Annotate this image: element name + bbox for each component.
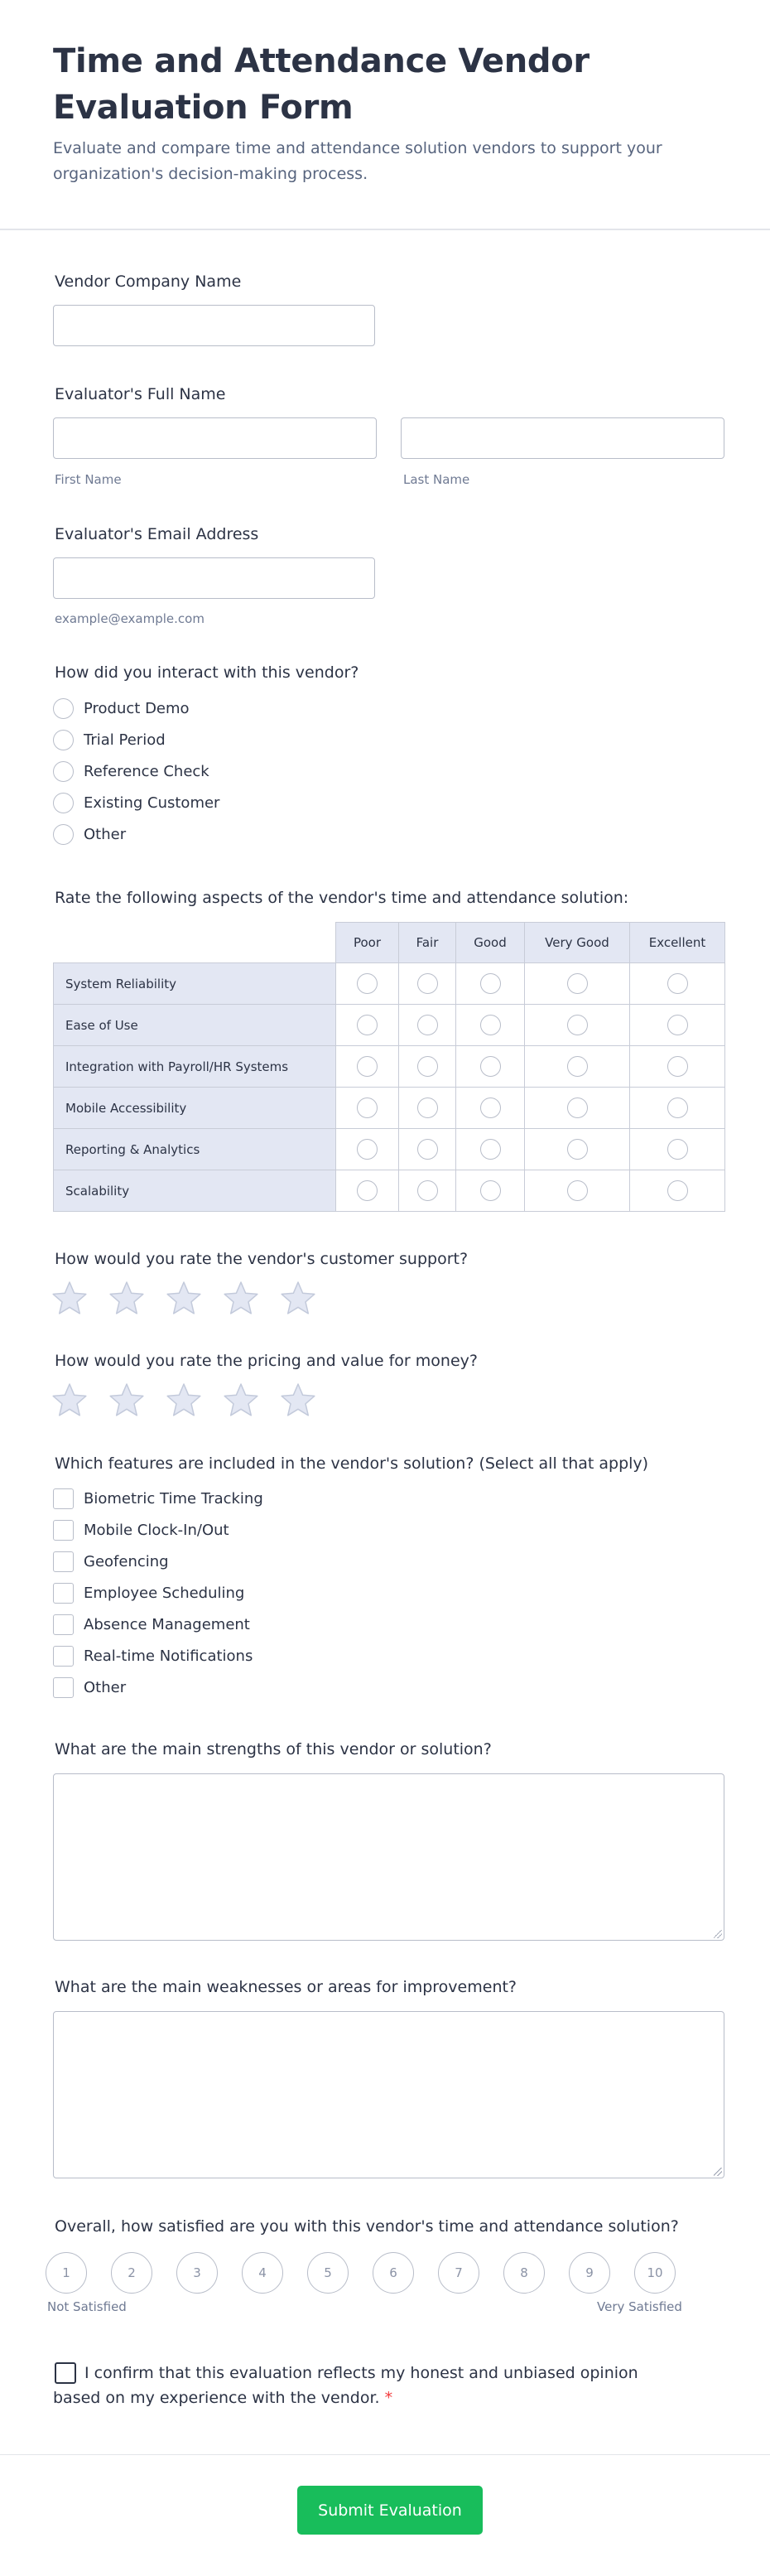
matrix-radio[interactable]	[417, 973, 438, 994]
checkbox[interactable]	[53, 1646, 74, 1667]
radio-button[interactable]	[53, 824, 74, 845]
checkbox[interactable]	[53, 1614, 74, 1635]
email-field[interactable]	[53, 557, 375, 599]
pricing-rating-label: How would you rate the pricing and value for money?	[55, 1352, 478, 1370]
resize-grip-icon[interactable]	[714, 2168, 722, 2176]
checkbox[interactable]	[53, 1677, 74, 1698]
matrix-radio[interactable]	[480, 973, 501, 994]
radio-button[interactable]	[53, 793, 74, 813]
radio-option[interactable]	[53, 697, 190, 720]
matrix-radio[interactable]	[480, 1015, 501, 1035]
strengths-label: What are the main strengths of this vendor or solution?	[55, 1740, 492, 1758]
last-name-input[interactable]	[401, 417, 724, 459]
radio-button[interactable]	[53, 761, 74, 782]
matrix-row	[54, 1129, 725, 1170]
first-name-sublabel: First Name	[55, 472, 122, 487]
satisfaction-label: Overall, how satisfied are you with this vendor's time and attendance solution?	[55, 2217, 679, 2236]
matrix-radio[interactable]	[417, 1097, 438, 1118]
matrix-radio[interactable]	[357, 1180, 378, 1201]
radio-option-label: Trial Period	[84, 731, 166, 749]
rating-matrix	[53, 922, 725, 1212]
form-header	[0, 0, 770, 230]
matrix-radio[interactable]	[667, 1097, 688, 1118]
matrix-radio[interactable]	[567, 1056, 588, 1077]
radio-option-label: Existing Customer	[84, 794, 220, 812]
support-rating-label: How would you rate the vendor's customer support?	[55, 1250, 469, 1268]
matrix-radio[interactable]	[667, 1180, 688, 1201]
star-icon[interactable]	[108, 1382, 145, 1417]
matrix-row-label: Integration with Payroll/HR Systems	[54, 1046, 336, 1088]
scale-option[interactable]: 3	[176, 2252, 218, 2294]
interaction-label: How did you interact with this vendor?	[55, 663, 359, 682]
radio-option-label: Reference Check	[84, 762, 209, 780]
matrix-radio[interactable]	[567, 973, 588, 994]
radio-option[interactable]	[53, 791, 219, 814]
checkbox-option[interactable]	[53, 1676, 126, 1699]
satisfaction-scale	[46, 2252, 676, 2294]
scale-option[interactable]: 1	[46, 2252, 87, 2294]
matrix-corner	[54, 923, 336, 963]
star-icon[interactable]	[280, 1382, 316, 1417]
matrix-row-label: Reporting & Analytics	[54, 1129, 336, 1170]
scale-option[interactable]: 8	[503, 2252, 545, 2294]
strengths-textarea[interactable]	[53, 1773, 724, 1941]
matrix-row	[54, 963, 725, 1005]
matrix-row-label: Ease of Use	[54, 1005, 336, 1046]
star-icon[interactable]	[51, 1382, 88, 1417]
matrix-radio[interactable]	[567, 1097, 588, 1118]
matrix-radio[interactable]	[567, 1139, 588, 1160]
matrix-radio[interactable]	[357, 973, 378, 994]
pricing-star-rating	[51, 1382, 316, 1417]
matrix-radio[interactable]	[417, 1180, 438, 1201]
matrix-row	[54, 1005, 725, 1046]
matrix-column-header: Very Good	[525, 923, 630, 963]
scale-option[interactable]: 5	[307, 2252, 349, 2294]
checkbox-option[interactable]	[53, 1487, 263, 1510]
scale-option[interactable]: 7	[438, 2252, 479, 2294]
checkbox[interactable]	[53, 1583, 74, 1604]
matrix-row	[54, 1088, 725, 1129]
email-sublabel: example@example.com	[55, 611, 205, 626]
matrix-radio[interactable]	[480, 1097, 501, 1118]
matrix-radio[interactable]	[667, 1056, 688, 1077]
form-subtitle: Evaluate and compare time and attendance solution vendors to support your organization's decision-making process.	[53, 139, 662, 183]
scale-option[interactable]: 2	[111, 2252, 152, 2294]
radio-button[interactable]	[53, 730, 74, 750]
checkbox-option-label: Geofencing	[84, 1552, 169, 1570]
scale-option[interactable]: 10	[634, 2252, 676, 2294]
weaknesses-textarea[interactable]	[53, 2011, 724, 2178]
weaknesses-label: What are the main weaknesses or areas for improvement?	[55, 1978, 517, 1996]
matrix-radio[interactable]	[417, 1056, 438, 1077]
matrix-column-header: Good	[456, 923, 525, 963]
checkbox-option[interactable]	[53, 1581, 244, 1604]
support-star-rating	[51, 1281, 316, 1315]
matrix-radio[interactable]	[667, 973, 688, 994]
matrix-radio[interactable]	[357, 1056, 378, 1077]
star-icon[interactable]	[108, 1281, 145, 1315]
radio-option-label: Other	[84, 825, 127, 843]
checkbox-option-label: Absence Management	[84, 1615, 250, 1633]
evaluator-email-label: Evaluator's Email Address	[55, 525, 259, 543]
vendor-company-input[interactable]	[53, 305, 375, 346]
checkbox-option[interactable]	[53, 1613, 250, 1636]
matrix-row-label: Mobile Accessibility	[54, 1088, 336, 1129]
radio-option[interactable]	[53, 760, 209, 783]
matrix-radio[interactable]	[480, 1180, 501, 1201]
star-icon[interactable]	[166, 1281, 202, 1315]
checkbox[interactable]	[53, 1551, 74, 1572]
matrix-radio[interactable]	[667, 1139, 688, 1160]
evaluator-name-label: Evaluator's Full Name	[55, 385, 226, 403]
checkbox-option[interactable]	[53, 1518, 229, 1541]
matrix-radio[interactable]	[567, 1015, 588, 1035]
resize-grip-icon[interactable]	[714, 1930, 722, 1938]
scale-option[interactable]: 6	[373, 2252, 414, 2294]
star-icon[interactable]	[280, 1281, 316, 1315]
checkbox-option-label: Real-time Notifications	[84, 1647, 253, 1665]
radio-option[interactable]	[53, 822, 126, 846]
radio-option-label: Product Demo	[84, 699, 190, 717]
scale-option[interactable]: 9	[569, 2252, 610, 2294]
rating-matrix-label: Rate the following aspects of the vendor's time and attendance solution:	[55, 889, 629, 907]
matrix-radio[interactable]	[567, 1180, 588, 1201]
star-icon[interactable]	[51, 1281, 88, 1315]
matrix-radio[interactable]	[480, 1056, 501, 1077]
radio-button[interactable]	[53, 698, 74, 719]
required-indicator: *	[384, 2389, 393, 2407]
star-icon[interactable]	[223, 1281, 259, 1315]
matrix-radio[interactable]	[417, 1139, 438, 1160]
matrix-column-header: Fair	[399, 923, 456, 963]
matrix-radio[interactable]	[417, 1015, 438, 1035]
radio-option[interactable]	[53, 728, 166, 751]
matrix-row-label: System Reliability	[54, 963, 336, 1005]
footer-divider	[0, 2454, 770, 2455]
matrix-column-header: Poor	[336, 923, 399, 963]
checkbox-option[interactable]	[53, 1644, 253, 1667]
checkbox-option-label: Employee Scheduling	[84, 1584, 245, 1602]
scale-low-label: Not Satisfied	[47, 2299, 127, 2314]
submit-button[interactable]: Submit Evaluation	[297, 2486, 483, 2535]
matrix-radio[interactable]	[357, 1139, 378, 1160]
checkbox-option-label: Other	[84, 1678, 127, 1696]
matrix-radio[interactable]	[667, 1015, 688, 1035]
checkbox-option[interactable]	[53, 1550, 169, 1573]
confirm-text: I confirm that this evaluation reflects my honest and unbiased opinion based on my experience with the vendor.	[53, 2364, 638, 2407]
last-name-sublabel: Last Name	[403, 472, 470, 487]
scale-option[interactable]: 4	[242, 2252, 283, 2294]
star-icon[interactable]	[223, 1382, 259, 1417]
matrix-row	[54, 1170, 725, 1212]
star-icon[interactable]	[166, 1382, 202, 1417]
checkbox[interactable]	[53, 1488, 74, 1509]
vendor-company-label: Vendor Company Name	[55, 273, 242, 291]
checkbox-option-label: Mobile Clock-In/Out	[84, 1521, 229, 1539]
form-title: Time and Attendance Vendor Evaluation Form	[53, 42, 590, 127]
matrix-column-header: Excellent	[630, 923, 725, 963]
confirm-statement	[53, 2361, 682, 2410]
scale-high-label: Very Satisfied	[597, 2299, 682, 2314]
first-name-input[interactable]	[53, 417, 377, 459]
matrix-row-label: Scalability	[54, 1170, 336, 1212]
features-label: Which features are included in the vendor's solution? (Select all that apply)	[55, 1454, 649, 1473]
matrix-radio[interactable]	[480, 1139, 501, 1160]
checkbox[interactable]	[53, 1520, 74, 1541]
matrix-radio[interactable]	[357, 1015, 378, 1035]
matrix-row	[54, 1046, 725, 1088]
matrix-radio[interactable]	[357, 1097, 378, 1118]
checkbox-option-label: Biometric Time Tracking	[84, 1489, 263, 1507]
